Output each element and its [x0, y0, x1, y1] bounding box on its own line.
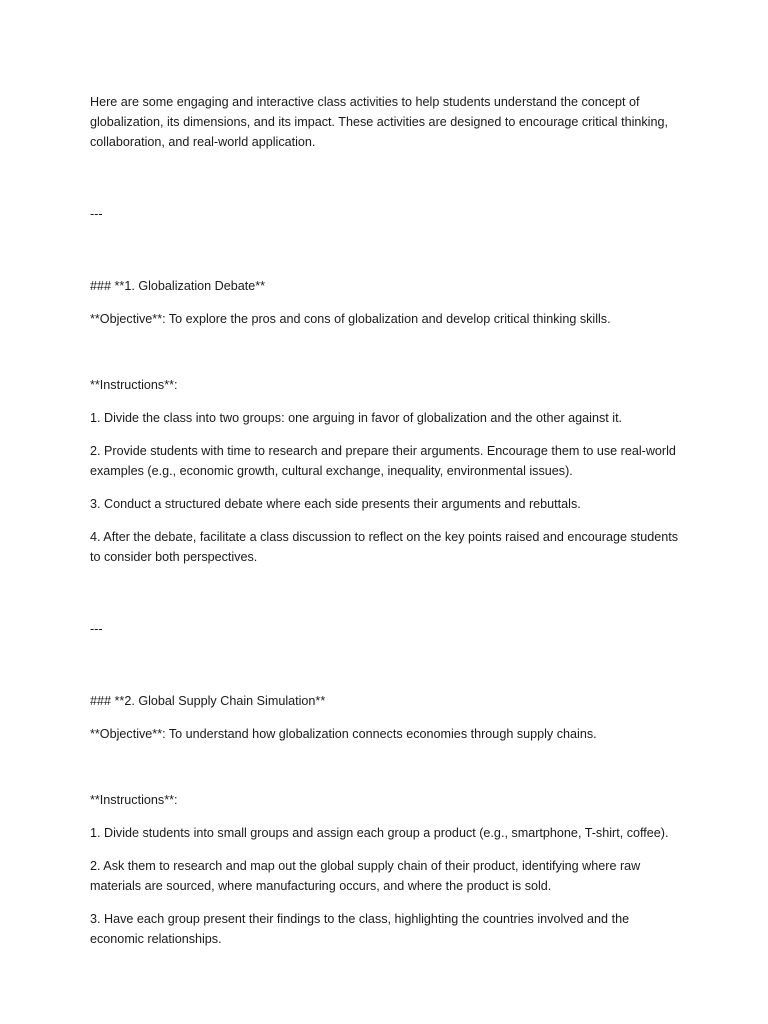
instruction-step: 1. Divide the class into two groups: one arguing in favor of globalization and the other against it. — [90, 411, 623, 425]
instruction-step: 2. Provide students with time to research and prepare their arguments. Encourage them to use real-world examples (e.g., economic growth, cultural exchange, inequality, environmental issues). — [90, 444, 676, 478]
instruction-step: 3. Have each group present their findings to the class, highlighting the countries involved and the economic relationships. — [90, 912, 630, 946]
instruction-step: 4. After the debate, facilitate a class discussion to reflect on the key points raised and encourage students to consider both perspectives. — [90, 530, 679, 564]
section-objective: **Objective**: To explore the pros and cons of globalization and develop critical thinking skills. — [90, 312, 611, 326]
section-heading: ### **2. Global Supply Chain Simulation** — [90, 694, 326, 708]
separator: --- — [90, 622, 103, 636]
intro-paragraph: Here are some engaging and interactive class activities to help students understand the concept of globalization, its dimensions, and its impact. These activities are designed to encourage critical thinking, collaboration, and real-world application. — [90, 95, 668, 149]
separator: --- — [90, 207, 103, 221]
instruction-step: 2. Ask them to research and map out the global supply chain of their product, identifying where raw materials are sourced, where manufacturing occurs, and where the product is sold. — [90, 859, 641, 893]
section-heading: ### **1. Globalization Debate** — [90, 279, 266, 293]
instruction-step: 3. Conduct a structured debate where each side presents their arguments and rebuttals. — [90, 497, 581, 511]
instructions-label: **Instructions**: — [90, 378, 178, 392]
instruction-step: 1. Divide students into small groups and assign each group a product (e.g., smartphone, T-shirt, coffee). — [90, 826, 669, 840]
document-body — [90, 92, 680, 949]
instructions-label: **Instructions**: — [90, 793, 178, 807]
section-objective: **Objective**: To understand how globalization connects economies through supply chains. — [90, 727, 597, 741]
